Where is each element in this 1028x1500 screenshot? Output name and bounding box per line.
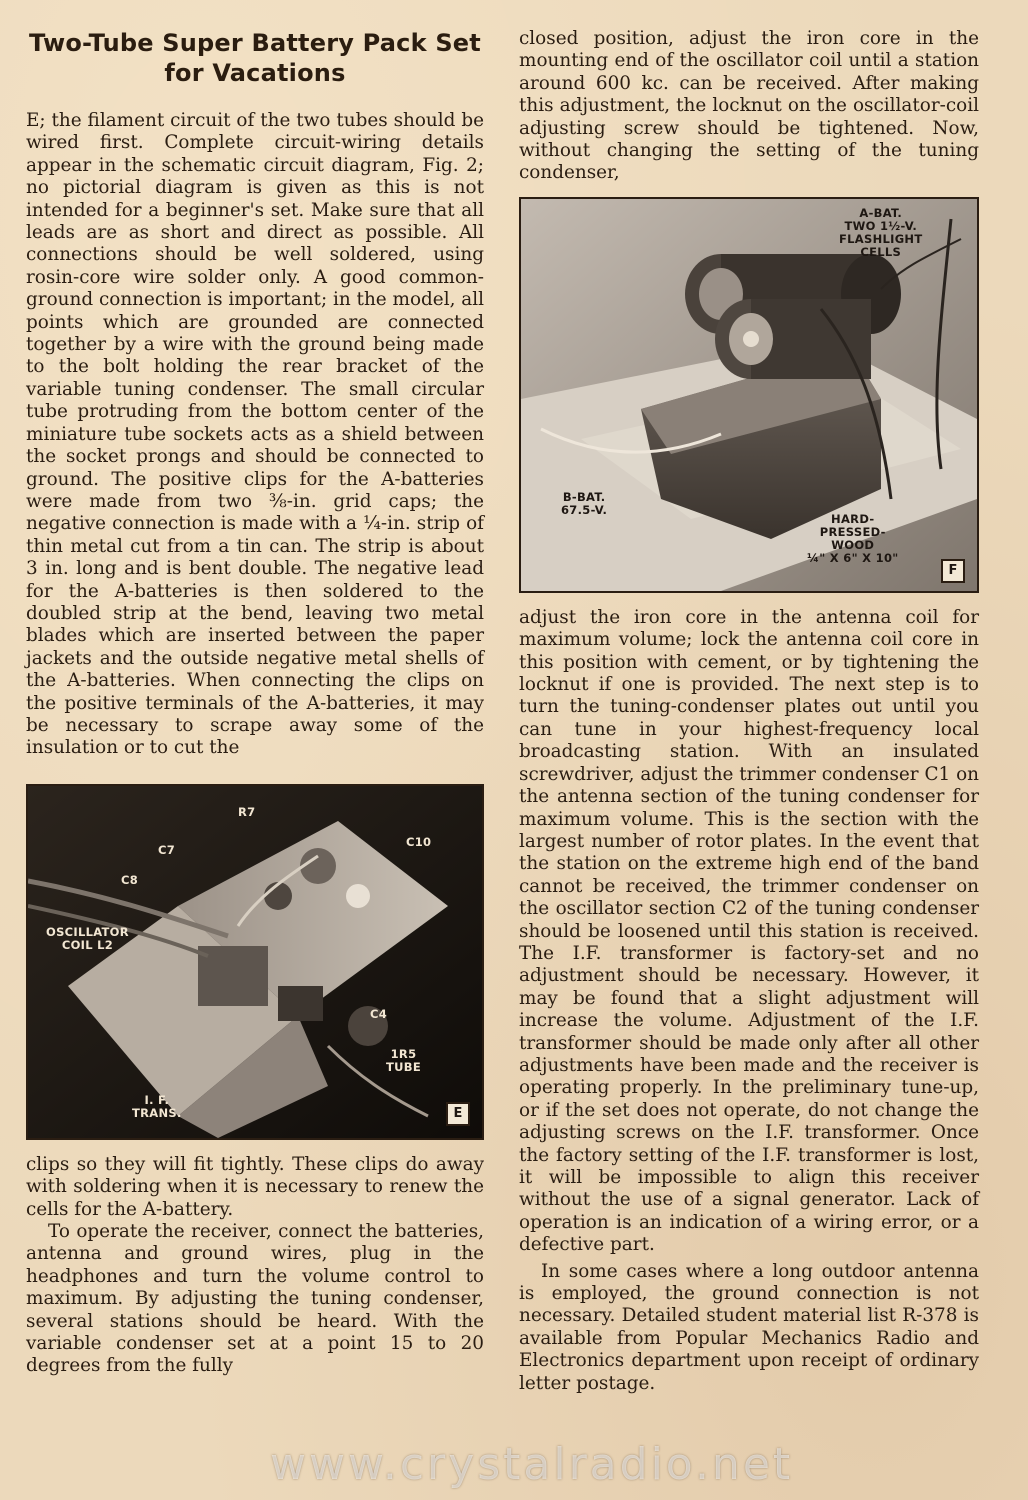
label-a-bat xyxy=(839,207,923,259)
label-1r5-tube xyxy=(386,1048,421,1074)
label-r7: R7 xyxy=(238,804,256,819)
label-c10: C10 xyxy=(406,834,432,849)
label-abat-line-2: TWO 1½-V. xyxy=(844,218,918,233)
label-abat-line-4: CELLS xyxy=(860,244,902,259)
label-oscillator-line-1: OSCILLATOR xyxy=(46,924,129,939)
figure-e-badge: E xyxy=(446,1102,470,1126)
label-abat-line-3: FLASHLIGHT xyxy=(839,231,923,246)
label-oscillator-coil xyxy=(46,926,129,952)
label-abat-line-1: A-BAT. xyxy=(859,205,903,220)
label-tube-line-2: TUBE xyxy=(386,1059,422,1074)
label-c8: C8 xyxy=(121,872,139,887)
right-paragraph-1: closed position, adjust the iron core in the mounting end of the oscillator coil until a station around 600 kc. can be received. After making this adjustment, the locknut on the oscillator-coil adjusting screw should be tightened. Now, without changing the setting of the tuning condenser, xyxy=(519,28,979,184)
label-oscillator-line-2: COIL L2 xyxy=(61,937,114,952)
right-paragraph-2: adjust the iron core in the antenna coil for maximum volume; lock the antenna coil core in this position with cement, or by tightening the locknut if one is provided. The next step is to turn the tuning-condenser plates out until you can tune in your highest-frequency local broadcasting station. With an insulated screwdriver, adjust the trimmer condenser C1 on the antenna section of the tuning condenser for maximum volume. This is the section with the largest number of rotor plates. In the event that the station on the extreme high end of the band cannot be received, the trimmer condenser on the oscillator section C2 of the tuning condenser should be loosened until this station is received. The I.F. transformer is factory-set and no adjustment should be necessary. However, it may be found that a slight adjustment will increase the volume. Adjustment of the I.F. transformer should be made only after all other adjustments have been made and the receiver is operating properly. In the preliminary tune-up, or if the set does not operate, do not change the adjusting screws on the I.F. transformer. Once the factory setting of the I.F. transformer is lost, it will be impossible to align this receiver without the use of a signal generator. Lack of operation is an indication of a wiring error, or a defective part. xyxy=(519,606,979,1256)
title-line-1: Two-Tube Super Battery Pack Set xyxy=(29,29,481,57)
label-b-bat xyxy=(561,491,607,517)
label-hard-line-4: ¼" X 6" X 10" xyxy=(807,550,899,565)
figure-e-photo xyxy=(26,784,484,1140)
label-hardboard xyxy=(807,513,899,565)
label-tube-line-1: 1R5 xyxy=(390,1046,417,1061)
left-paragraph-2: clips so they will fit tightly. These clips do away with soldering when it is necessary to renew the cells for the A-battery. xyxy=(26,1153,484,1220)
watermark: www.crystalradio.net xyxy=(270,1439,794,1490)
label-if-line-1: I. F. xyxy=(144,1092,170,1107)
left-paragraph-1: E; the filament circuit of the two tubes should be wired first. Complete circuit-wiring details appear in the schematic circuit diagram, Fig. 2; no pictorial diagram is given as this is not intended for a beginner's set. Make sure that all leads are as short and direct as possible. All connections should be well soldered, using rosin-core wire solder only. A good common-ground connection is important; in the model, all points which are grounded are connected together by a wire with the ground being made to the bolt holding the rear bracket of the variable tuning condenser. The small circular tube protruding from the bottom center of the miniature tube sockets acts as a shield between the socket prongs and should be connected to ground. The positive clips for the A-batteries were made from two ⅜-in. grid caps; the negative connection is made with a ¼-in. strip of thin metal cut from a tin can. The strip is about 3 in. long and is bent double. The negative lead for the A-batteries is then soldered to the doubled strip at the bend, leaving two metal blades which are inserted between the paper jackets and the outside negative metal shells of the A-batteries. When connecting the clips on the positive terminals of the A-batteries, it may be necessary to scrape away some of the insulation or to cut the xyxy=(26,110,484,759)
figure-f-photo xyxy=(519,197,979,593)
label-bbat-line-1: B-BAT. xyxy=(562,489,606,504)
right-column xyxy=(519,28,979,1395)
label-bbat-line-2: 67.5-V. xyxy=(561,502,608,517)
label-c7: C7 xyxy=(158,842,176,857)
figure-f-badge: F xyxy=(941,559,965,583)
label-if-trans xyxy=(132,1094,182,1120)
label-hard-line-1: HARD- xyxy=(831,511,875,526)
title-line-2: for Vacations xyxy=(164,59,346,87)
right-paragraph-3: In some cases where a long outdoor antenna is employed, the ground connection is not necessary. Detailed student material list R-378 is available from Popular Mechanics Radio and Electronics department upon receipt of ordinary letter postage. xyxy=(519,1260,979,1394)
left-column xyxy=(26,28,484,1378)
label-hard-line-3: WOOD xyxy=(831,537,875,552)
label-c4: C4 xyxy=(370,1006,388,1021)
article-title xyxy=(26,28,484,88)
label-hard-line-2: PRESSED- xyxy=(819,524,886,539)
left-paragraph-3: To operate the receiver, connect the batteries, antenna and ground wires, plug in the headphones and turn the volume control to maximum. By adjusting the tuning condenser, several stations should be heard. With the variable condenser set at a point 15 to 20 degrees from the fully xyxy=(26,1221,484,1377)
label-if-line-2: TRANS. xyxy=(132,1105,182,1120)
